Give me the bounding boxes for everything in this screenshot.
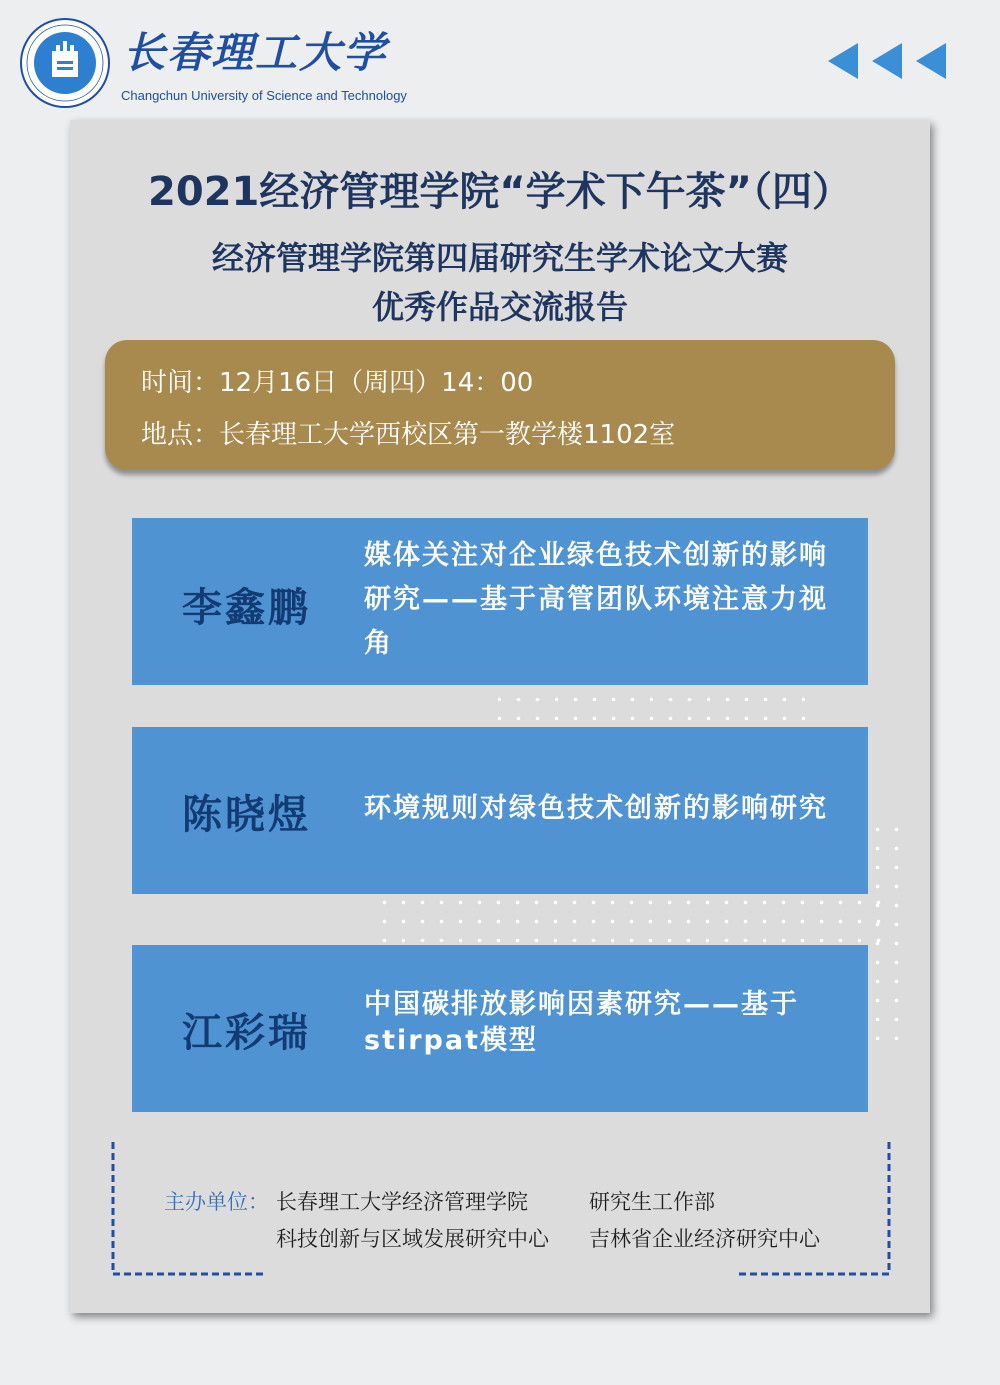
- university-name-en: Changchun University of Science and Technology: [121, 88, 407, 103]
- time-place-box: [105, 340, 895, 470]
- organizer-item: 吉林省企业经济研究中心: [589, 1227, 820, 1251]
- organizer-item: 长春理工大学经济管理学院: [276, 1190, 528, 1214]
- presenter-panel: [132, 518, 868, 685]
- presenter-topic: 中国碳排放影响因素研究——基于stirpat模型: [364, 989, 799, 1056]
- event-subtitle-line1: 经济管理学院第四届研究生学术论文大赛: [211, 239, 788, 277]
- presenter-panel: [132, 945, 868, 1112]
- university-seal-icon: [19, 17, 111, 109]
- event-time: 时间：12月16日（周四）14：00: [141, 368, 534, 398]
- presenter-topic: 环境规则对绿色技术创新的影响研究: [364, 793, 828, 824]
- organizer-item: 研究生工作部: [589, 1190, 715, 1214]
- event-subtitle-line2: 优秀作品交流报告: [371, 288, 628, 326]
- organizer-item: 科技创新与区域发展研究中心: [276, 1227, 549, 1251]
- presenter-topic: 媒体关注对企业绿色技术创新的影响研究——基于高管团队环境注意力视角: [364, 540, 828, 659]
- presenter-name: 陈晓煜: [182, 792, 311, 838]
- event-title: 2021经济管理学院“学术下午茶”（四）: [148, 169, 852, 215]
- organizer-label: 主办单位：: [164, 1190, 269, 1214]
- university-name-cn: 长春理工大学: [123, 28, 388, 77]
- triple-left-arrow-icon: [828, 43, 950, 79]
- presenter-name: 江彩瑞: [182, 1010, 311, 1056]
- event-place: 地点：长春理工大学西校区第一教学楼1102室: [141, 420, 676, 450]
- header: [0, 0, 1000, 120]
- decorative-dots: [375, 893, 895, 943]
- decorative-dots: [490, 690, 810, 720]
- presenter-panel: [132, 727, 868, 894]
- presenter-name: 李鑫鹏: [182, 585, 311, 631]
